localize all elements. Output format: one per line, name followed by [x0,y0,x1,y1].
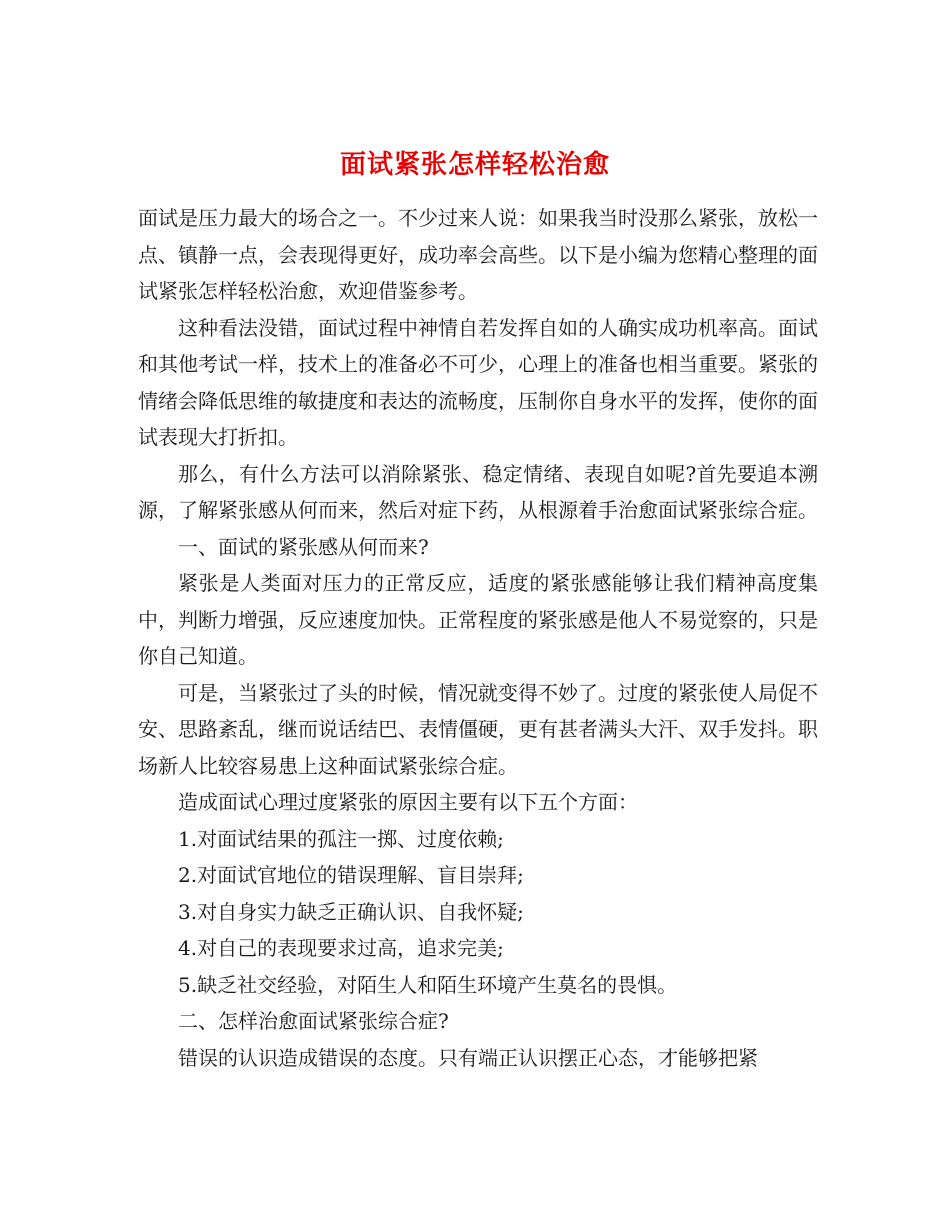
paragraph-view: 这种看法没错，面试过程中神情自若发挥自如的人确实成功机率高。面试和其他考试一样，技术上的准备必不可少，心理上的准备也相当重要。紧张的情绪会降低思维的敏捷度和表达的流畅度，压制你自身水平的发挥，使你的面试表现大打折扣。 [138,315,818,449]
paragraph-excess-tension: 可是，当紧张过了头的时候，情况就变得不妙了。过度的紧张使人局促不安、思路紊乱，继而说话结巴、表情僵硬，更有甚者满头大汗、双手发抖。职场新人比较容易患上这种面试紧张综合症。 [138,680,818,778]
document-title: 面试紧张怎样轻松治愈 [339,150,610,181]
paragraph-intro: 面试是压力最大的场合之一。不少过来人说：如果我当时没那么紧张，放松一点、镇静一点，会表现得更好，成功率会高些。以下是小编为您精心整理的面试紧张怎样轻松治愈，欢迎借鉴参考。 [138,206,818,303]
list-item: 3.对自身实力缺乏正确认识、自我怀疑; [178,899,524,924]
list-item: 4.对自己的表现要求过高，追求完美; [178,936,504,960]
section-heading-2: 二、怎样治愈面试紧张综合症? [178,1009,449,1033]
section-heading-1: 一、面试的紧张感从何而来? [178,534,429,559]
paragraph-normal-tension: 紧张是人类面对压力的正常反应，适度的紧张感能够让我们精神高度集中，判断力增强，反应速度加快。正常程度的紧张感是他人不易觉察的，只是你自己知道。 [138,571,818,668]
paragraph-attitude: 错误的认识造成错误的态度。只有端正认识摆正心态，才能够把紧 [178,1045,758,1070]
list-item: 2.对面试官地位的错误理解、盲目崇拜; [178,863,524,887]
document-body [138,200,818,1076]
paragraph-causes-intro: 造成面试心理过度紧张的原因主要有以下五个方面： [178,790,638,814]
paragraph-method: 那么，有什么方法可以消除紧张、稳定情绪、表现自如呢?首先要追本溯源，了解紧张感从何而来，然后对症下药，从根源着手治愈面试紧张综合症。 [138,461,818,522]
list-item: 5.缺乏社交经验，对陌生人和陌生环境产生莫名的畏惧。 [178,972,678,997]
list-item: 1.对面试结果的孤注一掷、过度依赖; [178,826,504,851]
